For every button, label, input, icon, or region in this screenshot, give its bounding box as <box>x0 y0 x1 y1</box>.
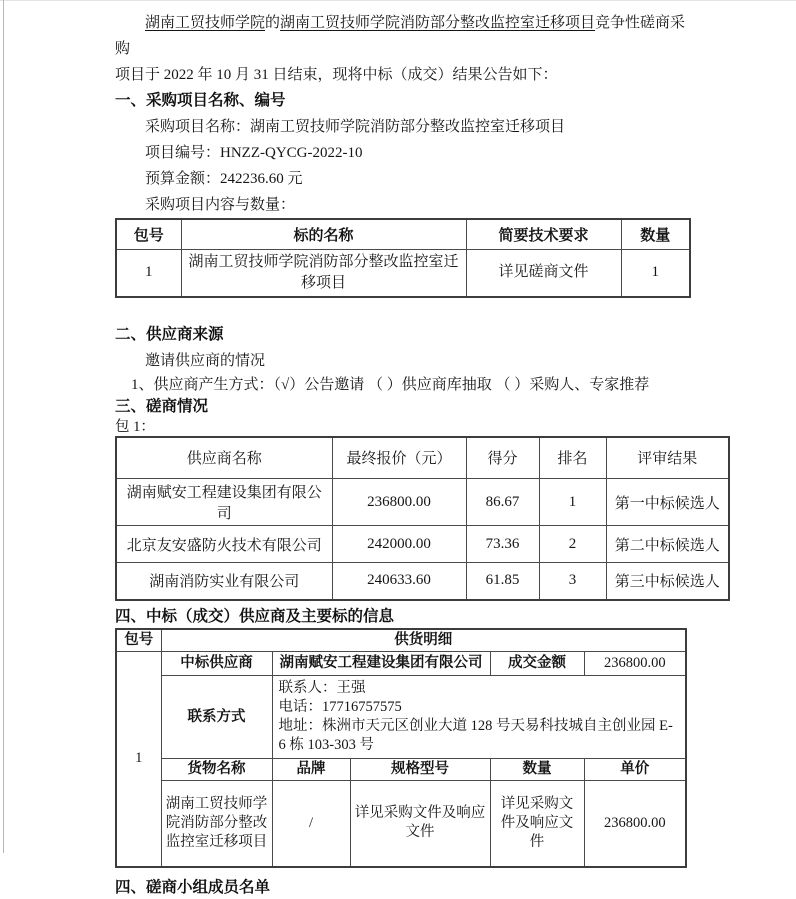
intro-paragraph <box>115 10 695 88</box>
goods-brand: / <box>272 781 350 867</box>
supplier-rank: 1 <box>539 479 606 526</box>
budget-line: 预算金额：242236.60 元 <box>145 171 303 187</box>
suppliers-header-result: 评审结果 <box>606 437 729 479</box>
amount-label: 成交金额 <box>490 652 584 676</box>
contact-details <box>272 676 686 759</box>
award-contact-row <box>116 676 686 759</box>
supplier-score: 73.36 <box>466 526 539 563</box>
lots-header-package: 包号 <box>116 219 181 249</box>
goods-spec: 详见采购文件及响应文件 <box>350 781 490 867</box>
goods-header-brand: 品牌 <box>272 759 350 781</box>
goods-header-unit-price: 单价 <box>584 759 686 781</box>
supplier-result: 第二中标候选人 <box>606 526 729 563</box>
lots-header-requirements: 简要技术要求 <box>466 219 621 249</box>
document-content <box>115 10 743 899</box>
intro-line2: 项目于 2022 年 10 月 31 日结束，现将中标（成交）结果公告如下： <box>115 67 558 83</box>
goods-header-row <box>116 759 686 781</box>
supplier-name: 北京友安盛防火技术有限公司 <box>116 526 332 563</box>
suppliers-header-rank: 排名 <box>539 437 606 479</box>
supplier-rank: 3 <box>539 563 606 600</box>
award-header-detail: 供货明细 <box>161 629 686 652</box>
supplier-row <box>116 479 729 526</box>
supplier-result: 第三中标候选人 <box>606 563 729 600</box>
buyer-name-underlined: 湖南工贸技师学院 <box>145 15 266 31</box>
goods-quantity: 详见采购文件及响应文件 <box>490 781 584 867</box>
supplier-price: 236800.00 <box>332 479 466 526</box>
project-name-underlined: 湖南工贸技师学院消防部分整改监控室迁移项目 <box>280 15 596 31</box>
suppliers-header-name: 供应商名称 <box>116 437 332 479</box>
lots-cell-subject: 湖南工贸技师学院消防部分整改监控室迁移项目 <box>181 249 466 297</box>
lots-cell-requirements: 详见磋商文件 <box>466 249 621 297</box>
suppliers-header-price: 最终报价（元） <box>332 437 466 479</box>
amount-value: 236800.00 <box>584 652 686 676</box>
lots-table-row <box>116 249 690 297</box>
suppliers-header-score: 得分 <box>466 437 539 479</box>
intro-connector: 的 <box>265 15 281 31</box>
supplier-score: 61.85 <box>466 563 539 600</box>
invite-suppliers-line: 邀请供应商的情况 <box>145 352 266 369</box>
lots-header-subject: 标的名称 <box>181 219 466 249</box>
goods-header-name: 货物名称 <box>161 759 272 781</box>
award-table <box>115 628 687 868</box>
section3-heading: 三、磋商情况 <box>115 397 209 415</box>
section5-heading: 四、磋商小组成员名单 <box>115 878 271 896</box>
project-number-line: 项目编号：HNZZ-QYCG-2022-10 <box>145 145 363 161</box>
supplier-price: 242000.00 <box>332 526 466 563</box>
goods-data-row <box>116 781 686 867</box>
section1-heading: 一、采购项目名称、编号 <box>115 92 286 109</box>
content-quantity-line: 采购项目内容与数量： <box>145 197 296 213</box>
intro-tail: 竞争性磋商采购 <box>115 15 686 57</box>
goods-header-quantity: 数量 <box>490 759 584 781</box>
contact-phone-line: 电话：17716757575 <box>278 699 402 715</box>
package-label: 包 1： <box>115 418 155 435</box>
lots-table-header-row <box>116 219 690 249</box>
lots-header-quantity: 数量 <box>621 219 690 249</box>
goods-name: 湖南工贸技师学院消防部分整改监控室迁移项目 <box>161 781 272 867</box>
goods-header-spec: 规格型号 <box>350 759 490 781</box>
contact-address-line: 地址：株洲市天元区创业大道 128 号天易科技城自主创业园 E-6 栋 103-303 号 <box>278 718 673 753</box>
procurement-name-line: 采购项目名称：湖南工贸技师学院消防部分整改监控室迁移项目 <box>145 119 566 135</box>
section4-heading: 四、中标（成交）供应商及主要标的信息 <box>115 607 395 625</box>
winner-label: 中标供应商 <box>161 652 272 676</box>
award-winner-row <box>116 652 686 676</box>
winner-name: 湖南赋安工程建设集团有限公司 <box>272 652 490 676</box>
supplier-source-line: 1、供应商产生方式：（√）公告邀请 （ ）供应商库抽取 （ ）采购人、专家推荐 <box>131 376 650 393</box>
suppliers-table <box>115 436 730 601</box>
supplier-name: 湖南消防实业有限公司 <box>116 563 332 600</box>
supplier-row <box>116 526 729 563</box>
suppliers-header-row <box>116 437 729 479</box>
section2-heading: 二、供应商来源 <box>115 325 224 343</box>
supplier-score: 86.67 <box>466 479 539 526</box>
page-left-edge <box>3 0 4 853</box>
award-package-number: 1 <box>116 652 161 867</box>
page-top-edge <box>0 0 796 1</box>
supplier-rank: 2 <box>539 526 606 563</box>
contact-label: 联系方式 <box>161 676 272 759</box>
supplier-name: 湖南赋安工程建设集团有限公司 <box>116 479 332 526</box>
lots-cell-quantity: 1 <box>621 249 690 297</box>
supplier-price: 240633.60 <box>332 563 466 600</box>
goods-unit-price: 236800.00 <box>584 781 686 867</box>
award-header-package: 包号 <box>116 629 161 652</box>
supplier-row <box>116 563 729 600</box>
supplier-result: 第一中标候选人 <box>606 479 729 526</box>
lots-cell-package: 1 <box>116 249 181 297</box>
award-header-row <box>116 629 686 652</box>
contact-person-line: 联系人：王强 <box>278 680 366 696</box>
lots-table <box>115 218 691 298</box>
